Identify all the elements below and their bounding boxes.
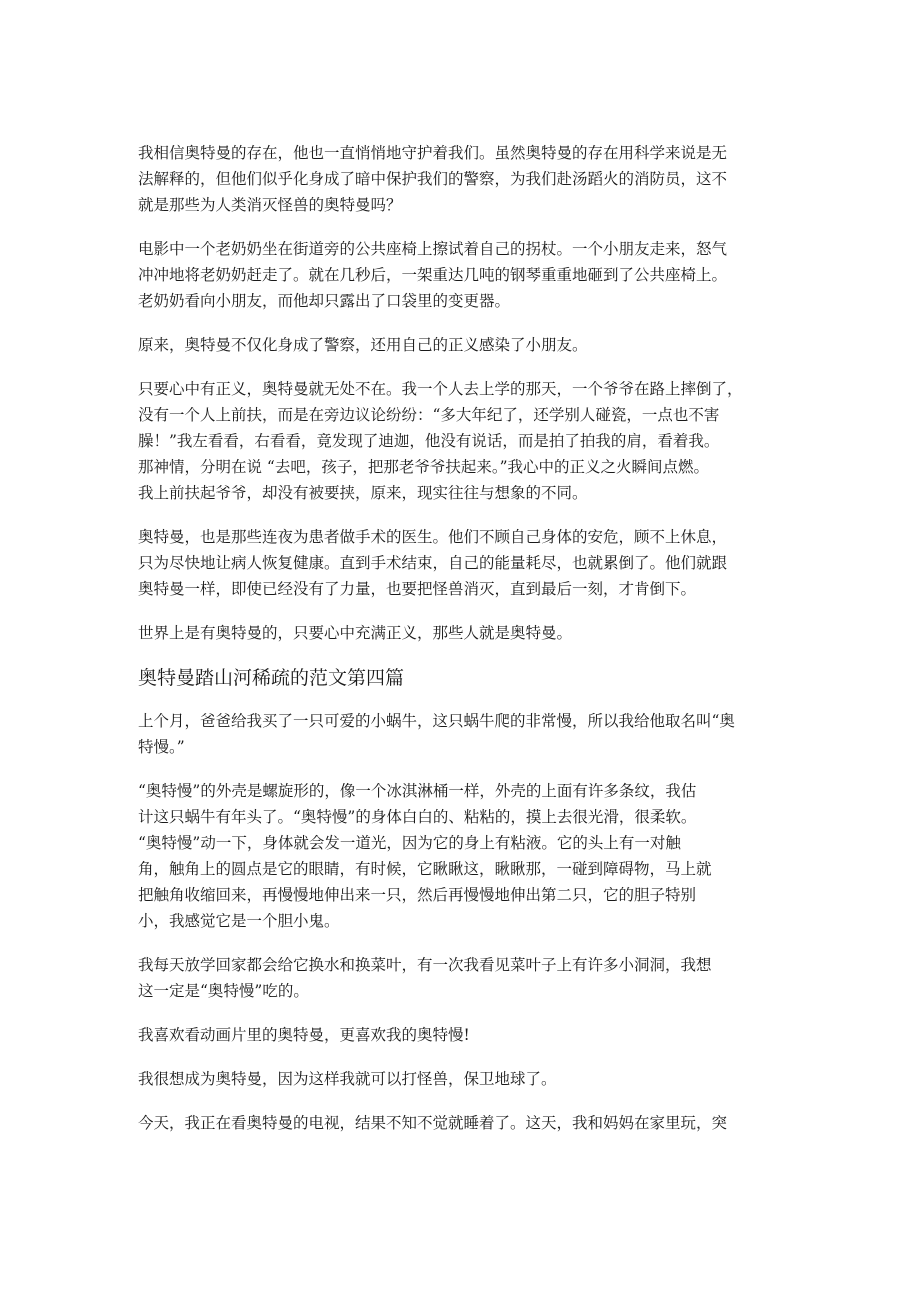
- paragraph: “奥特慢”的外壳是螺旋形的，像一个冰淇淋桶一样，外壳的上面有许多条纹，我估 计这只蜗牛有年头了。“奥特慢”的身体白白的、粘粘的，摸上去很光滑，很柔软。 “奥特慢”动一下，身体就会发一道光，因为它的身上有粘液。它的头上有一对触 角，触角上的圆点是它的眼睛，有时候，它瞅瞅这，瞅瞅那，一碰到障碍物，马上就 把触角收缩回来，再慢慢地伸出来一只，然后再慢慢地伸出第二只，它的胆子特别 小，我感觉它是一个胆小鬼。: [138, 782, 712, 930]
- section-heading: 奥特曼踏山河稀疏的范文第四篇: [138, 667, 405, 689]
- paragraph: 我喜欢看动画片里的奥特曼，更喜欢我的奥特慢!: [138, 1026, 470, 1044]
- paragraph: 只要心中有正义，奥特曼就无处不在。我一个人去上学的那天，一个爷爷在路上摔倒了， 没有一个人上前扶，而是在旁边议论纷纷：“多大年纪了，还学别人碰瓷，一点也不害 臊！”我左看看，右看看，竟发现了迪迦，他没有说话，而是拍了拍我的肩，看着我。 那神情，分明在说 “去吧，孩子，把那老爷爷扶起来。”我心中的正义之火瞬间点燃。 我上前扶起爷爷，却没有被要挟，原来，现实往往与想象的不同。: [138, 380, 743, 502]
- document-body: [138, 140, 794, 1154]
- paragraph: 原来，奥特曼不仅化身成了警察，还用自己的正义感染了小朋友。: [138, 336, 588, 354]
- paragraph: 今天，我正在看奥特曼的电视，结果不知不觉就睡着了。这天，我和妈妈在家里玩，突: [138, 1114, 728, 1132]
- paragraph: 上个月，爸爸给我买了一只可爱的小蜗牛，这只蜗牛爬的非常慢，所以我给他取名叫“奥 特慢。”: [138, 712, 735, 756]
- paragraph: 电影中一个老奶奶坐在街道旁的公共座椅上擦试着自己的拐杖。一个小朋友走来，怒气 冲冲地将老奶奶赶走了。就在几秒后，一架重达几吨的钢琴重重地砸到了公共座椅上。 老奶奶看向小朋友，而他却只露出了口袋里的变更器。: [138, 240, 728, 310]
- paragraph: 奥特曼，也是那些连夜为患者做手术的医生。他们不顾自己身体的安危，顾不上休息， 只为尽快地让病人恢复健康。直到手术结束，自己的能量耗尽，也就累倒了。他们就跟 奥特曼一样，即使已经没有了力量，也要把怪兽消灭，直到最后一刻，才肯倒下。: [138, 528, 728, 598]
- paragraph: 我很想成为奥特曼，因为这样我就可以打怪兽，保卫地球了。: [138, 1070, 557, 1088]
- paragraph: 我每天放学回家都会给它换水和换菜叶，有一次我看见菜叶子上有许多小洞洞，我想 这一定是“奥特慢”吃的。: [138, 956, 712, 1000]
- paragraph: 世界上是有奥特曼的，只要心中充满正义，那些人就是奥特曼。: [138, 624, 573, 642]
- paragraph: 我相信奥特曼的存在，他也一直悄悄地守护着我们。虽然奥特曼的存在用科学来说是无 法解释的，但他们似乎化身成了暗中保护我们的警察，为我们赴汤蹈火的消防员，这不 就是那些为人类消灭怪兽的奥特曼吗？: [138, 144, 728, 214]
